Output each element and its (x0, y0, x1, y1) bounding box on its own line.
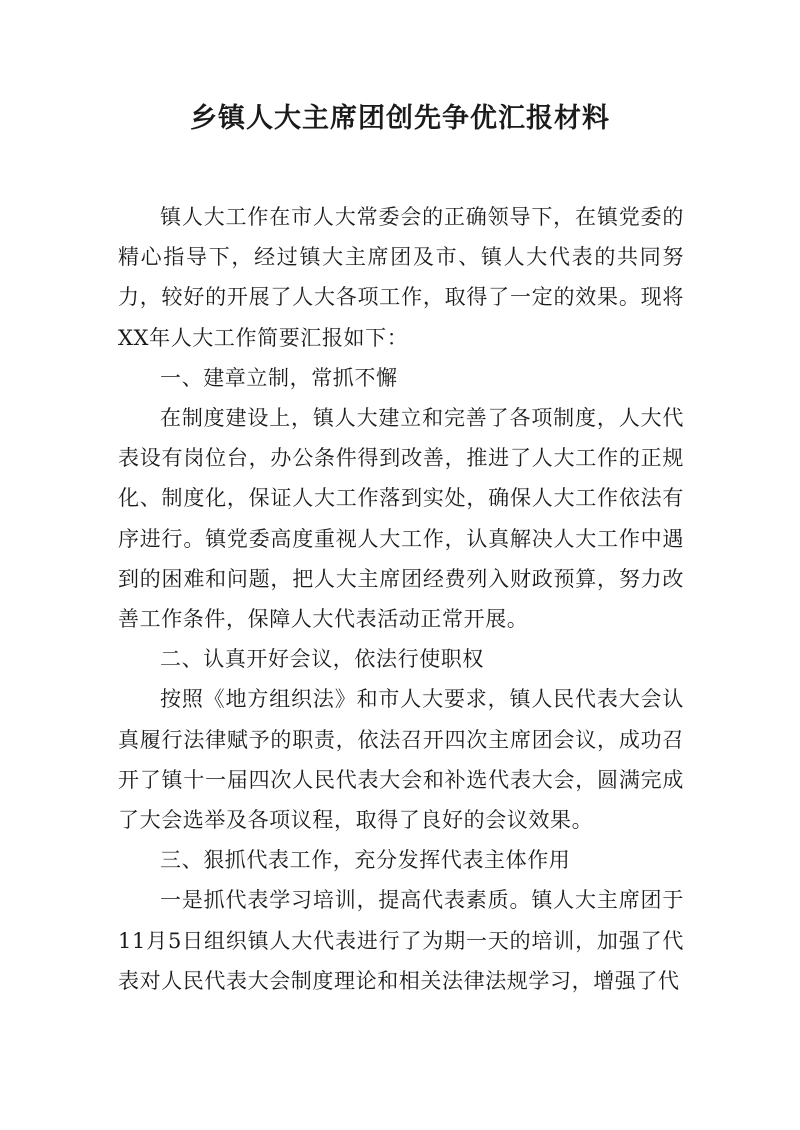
paragraph-intro: 镇人大工作在市人大常委会的正确领导下，在镇党委的精心指导下，经过镇大主席团及市、镇人大代表的共同努力，较好的开展了人大各项工作，取得了一定的效果。现将XX年人大工作简要汇报如下： (118, 205, 684, 350)
section-heading-1: 一、建章立制，常抓不懈 (160, 365, 398, 390)
section-heading-3: 三、狠抓代表工作，充分发挥代表主体作用 (160, 848, 571, 873)
paragraph-section-1: 在制度建设上，镇人大建立和完善了各项制度，人大代表设有岗位台，办公条件得到改善，推进了人大工作的正规化、制度化，保证人大工作落到实处，确保人大工作依法有序进行。镇党委高度重视人大工作，认真解决人大工作中遇到的困难和问题，把人大主席团经费列入财政预算，努力改善工作条件，保障人大代表活动正常开展。 (118, 406, 684, 632)
section-heading-2: 二、认真开好会议，依法行使职权 (160, 647, 484, 672)
paragraph-section-3: 一是抓代表学习培训，提高代表素质。镇人大主席团于11月5日组织镇人大代表进行了为期一天的培训，加强了代表对人民代表大会制度理论和相关法律法规学习，增强了代 (118, 888, 684, 993)
document-title: 乡镇人大主席团创先争优汇报材料 (190, 103, 610, 134)
document-body (118, 197, 684, 1001)
paragraph-section-2: 按照《地方组织法》和市人大要求，镇人民代表大会认真履行法律赋予的职责，依法召开四次主席团会议，成功召开了镇十一届四次人民代表大会和补选代表大会，圆满完成了大会选举及各项议程，取得了良好的会议效果。 (118, 687, 684, 833)
